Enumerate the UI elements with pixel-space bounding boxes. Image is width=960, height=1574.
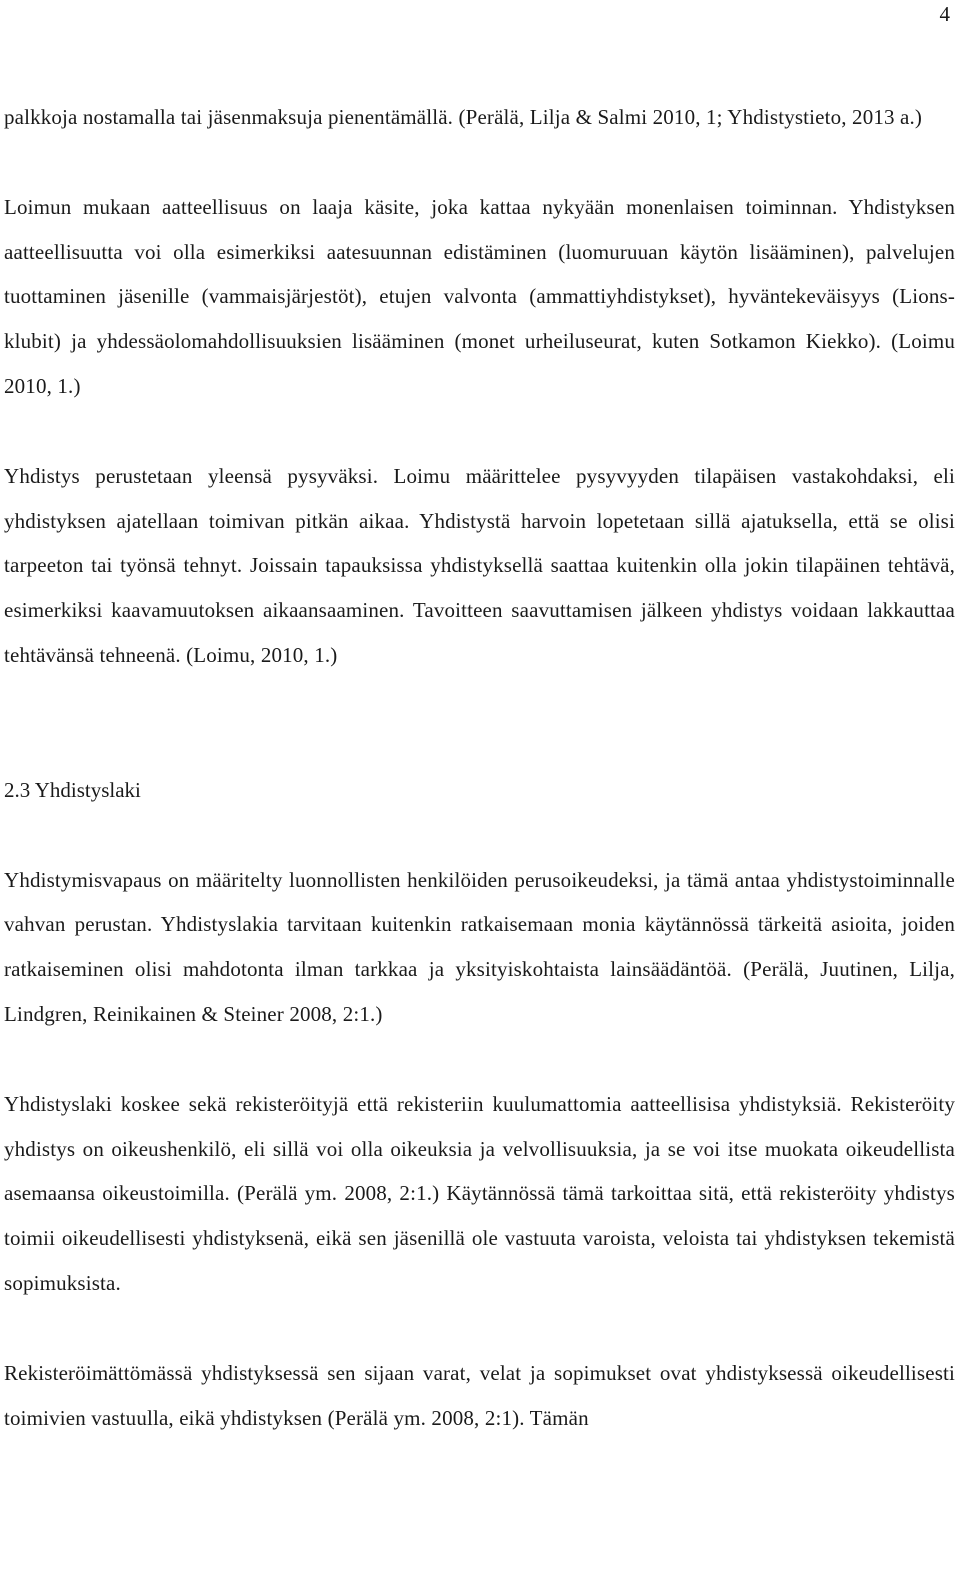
- paragraph-gap: [4, 813, 955, 858]
- paragraph-yhdistyslaki: Yhdistyslaki koskee sekä rekisteröityjä että rekisteriin kuulumattomia aatteellisisa yhdistyksiä. Rekisteröity yhdistys on oikeushenkilö, eli sillä voi olla oikeuksia ja velvollisuuksia, ja se voi itse muokata oikeudellista asemaansa oikeustoimilla. (Perälä ym. 2008, 2:1.) Käytännössä tämä tarkoittaa sitä, että rekisteröity yhdistys toimii oikeudellisesti yhdistyksenä, eikä sen jäsenillä ole vastuuta varoista, veloista tai yhdistyksen tekemistä sopimuksista.: [4, 1091, 955, 1295]
- section-heading: 2.3 Yhdistyslaki: [4, 777, 141, 802]
- page-number: 4: [939, 2, 950, 26]
- paragraph-gap: [4, 1037, 955, 1082]
- document-body: [4, 95, 955, 1440]
- paragraph-rekisteroimaton: Rekisteröimättömässä yhdistyksessä sen sijaan varat, velat ja sopimukset ovat yhdistyksessä oikeudellisesti toimivien vastuulla, eikä yhdistyksen (Perälä ym. 2008, 2:1). Tämän: [4, 1360, 955, 1430]
- paragraph-continuation: palkkoja nostamalla tai jäsenmaksuja pienentämällä. (Perälä, Lilja & Salmi 2010, 1; Yhdistystieto, 2013 a.): [4, 105, 923, 129]
- paragraph-yhdistymisvapaus: Yhdistymisvapaus on määritelty luonnollisten henkilöiden perusoikeudeksi, ja tämä antaa yhdistystoiminnalle vahvan perustan. Yhdistyslakia tarvitaan kuitenkin ratkaisemaan monia käytännössä tärkeitä asioita, joiden ratkaiseminen olisi mahdotonta ilman tarkkaa ja yksityiskohtaista lainsäädäntöä. (Perälä, Juutinen, Lilja, Lindgren, Reinikainen & Steiner 2008, 2:1.): [4, 867, 955, 1026]
- paragraph-gap: [4, 140, 955, 185]
- paragraph-gap: [4, 1306, 955, 1351]
- section-gap: [4, 678, 955, 768]
- paragraph-aatteellisuus: Loimun mukaan aatteellisuus on laaja käsite, joka kattaa nykyään monenlaisen toiminnan. Yhdistyksen aatteellisuutta voi olla esimerkiksi aatesuunnan edistäminen (luomuruuan käytön lisääminen), palvelujen tuottaminen jäsenille (vammaisjärjestöt), etujen valvonta (ammattiyhdistykset), hyväntekeväisyys (Lions-klubit) ja yhdessäolomahdollisuuksien lisääminen (monet urheiluseurat, kuten Sotkamon Kiekko). (Loimu 2010, 1.): [4, 194, 955, 398]
- paragraph-gap: [4, 409, 955, 454]
- paragraph-pysyvyys: Yhdistys perustetaan yleensä pysyväksi. Loimu määrittelee pysyvyyden tilapäisen vastakohdaksi, eli yhdistyksen ajatellaan toimivan pitkän aikaa. Yhdistystä harvoin lopetetaan sillä ajatuksella, että se olisi tarpeeton tai työnsä tehnyt. Joissain tapauksissa yhdistyksellä saattaa kuitenkin olla jokin tilapäinen tehtävä, esimerkiksi kaavamuutoksen aikaansaaminen. Tavoitteen saavuttamisen jälkeen yhdistys voidaan lakkauttaa tehtävänsä tehneenä. (Loimu, 2010, 1.): [4, 463, 955, 667]
